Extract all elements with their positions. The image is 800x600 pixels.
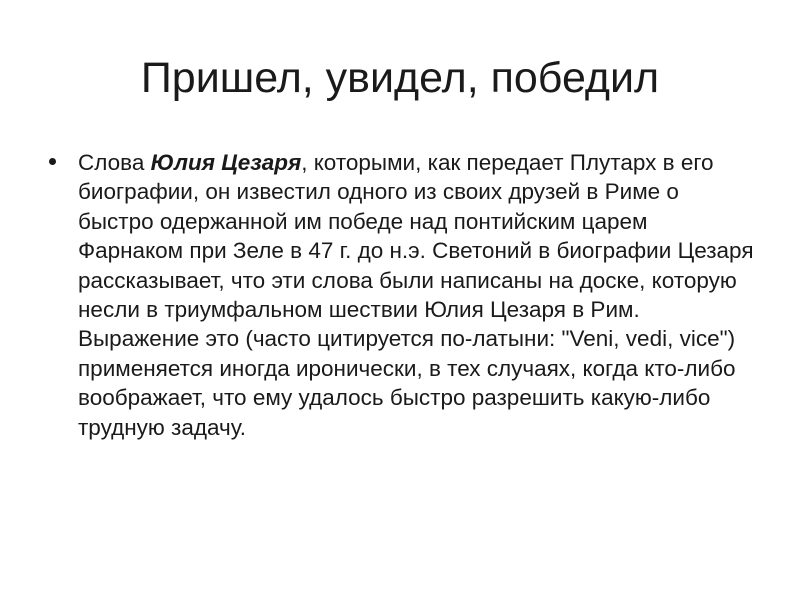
bullet-item [78,148,758,442]
bullet-list [78,148,758,442]
bullet-text-after: , которыми, как передает Плутарх в его биографии, он известил одного из своих друзей в Риме о быстро одержанной им победе над понтийским царем Фарнаком при Зеле в 47 г. до н.э. Светоний в биографии Цезаря рассказывает, что эти слова были написаны на доске, которую несли в триумфальном шествии Юлия Цезаря в Рим. Выражение это (часто цитируется по-латыни: "Veni, vedi, vice") применяется иногда иронически, в тех случаях, когда кто-либо воображает, что ему удалось быстро разрешить какую-либо трудную задачу. [78,150,754,440]
bullet-dot-icon [49,158,56,165]
bullet-emphasis: Юлия Цезаря [150,150,302,175]
bullet-text-before: Слова [78,150,151,175]
slide-title: Пришел, увидел, победил [140,54,660,102]
